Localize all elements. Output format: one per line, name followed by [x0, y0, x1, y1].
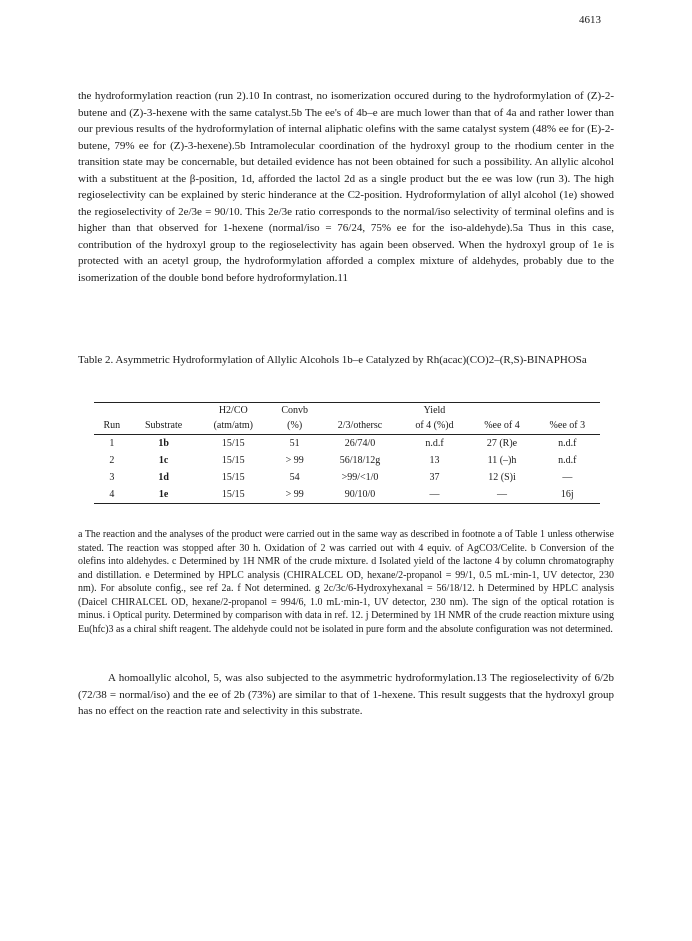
table-row: [94, 486, 600, 504]
th-substrate: Substrate: [130, 418, 198, 435]
cell: 11 (–)h: [487, 455, 517, 466]
cell: n.d.f: [558, 455, 577, 466]
cell: 1b: [158, 438, 169, 449]
body-paragraph-2: A homoallylic alcohol, 5, was also subjected to the asymmetric hydroformylation.13 The regioselectivity of 6/2b (72/38 = normal/iso) and the ee of 2b (73%) are similar to that of 1-hexene. This result suggests that the hydroxyl group has no effect on the reaction rate and selectivity in this substrate.: [78, 672, 614, 717]
cell: —: [496, 489, 507, 500]
cell: 15/15: [221, 472, 245, 483]
th-top-7: [535, 403, 600, 419]
table-row: [94, 435, 600, 453]
cell: 1: [109, 438, 115, 449]
cell: 15/15: [221, 438, 245, 449]
cell: 56/18/12g: [339, 455, 381, 466]
table-row: [94, 452, 600, 469]
page-number: 4613: [579, 14, 601, 26]
cell: 2: [109, 455, 115, 466]
th-top-2: H2/CO: [218, 405, 248, 416]
th-top-5: Yield: [423, 405, 446, 416]
cell: 27 (R)e: [486, 438, 518, 449]
cell: 51: [289, 438, 300, 449]
table-header-row-top: [94, 403, 600, 419]
th-top-0: [94, 403, 130, 419]
cell: n.d.f: [425, 438, 444, 449]
cell: 90/10/0: [344, 489, 376, 500]
cell: 15/15: [221, 489, 245, 500]
table-caption: Table 2. Asymmetric Hydroformylation of Allylic Alcohols 1b–e Catalyzed by Rh(acac)(CO)2–(R,S)-BINAPHOSa: [78, 354, 587, 366]
th-yield: of 4 (%)d: [400, 418, 470, 435]
cell: —: [429, 489, 440, 500]
cell: 26/74/0: [344, 438, 376, 449]
cell: 4: [109, 489, 115, 500]
cell: 3: [109, 472, 115, 483]
body-paragraph-1: the hydroformylation reaction (run 2).10 In contrast, no isomerization occured during to the hydroformylation of (Z)-2-butene and (Z)-3-hexene with the same catalyst.5b The ee's of 4b–e are much lower than that of 4a and rather lower than our previous results of the hydroformylation of internal aliphatic olefins with the same catalyst system (48% ee for (E)-2-butene, 79% ee for (Z)-3-hexene).5b Intramolecular coordination of the hydroxyl group to the rhodium center in the transition state may be concernable, but detailed evidence has not been obtained for such a possibility. An allylic alcohol with a substituent at the β-position, 1d, afforded the lactol 2d as a single product but the ee was low (run 3). The high regioselectivity can be explained by steric hinderance at the C2-position. Hydroformylation of allyl alcohol (1e) showed the regioselectivity of 2e/3e = 90/10. This 2e/3e ratio corresponds to the normal/iso selectivity of terminal olefins and is higher than that observed for 1-hexene (normal/iso = 76/24, 75% ee for the iso-aldehyde).5a Thus in this case, contribution of the hydroxyl group to the regioselectivity has again been observed. When the hydroxyl group of 1e is protected with an acetyl group, the hydroformylation afforded a complex mixture of aldehydes, probably due to the isomerization of the double bond before hydroformylation.11: [78, 90, 614, 284]
table-header-row-bottom: [94, 418, 600, 435]
cell: 15/15: [221, 455, 245, 466]
cell: 1d: [158, 472, 169, 483]
th-ee3: %ee of 3: [535, 418, 600, 435]
th-top-3: Convb: [281, 405, 309, 416]
cell: 13: [429, 455, 440, 466]
cell: 1e: [158, 489, 169, 500]
table-2: [94, 402, 600, 504]
th-top-6: [469, 403, 534, 419]
th-top-4: [320, 403, 399, 419]
table-footnotes: a The reaction and the analyses of the product were carried out in the same way as described in footnote a of Table 1 unless otherwise stated. The reaction was stopped after 30 h. Oxidation of 2 was carried out with 4 equiv. of AgCO3/Celite. b Conversion of the olefins into aldehydes. c Determined by 1H NMR of the crude mixture. d Isolated yield of the lactone 4 by column chromatography and distillation. e Determined by HPLC analysis (CHIRALCEL OD, hexane/2-propanol = 99/1, 0.5 mL·min-1, UV detector, 230 nm). For absolute config., see ref 2a. f Not determined. g 2c/3c/6-Hydroxyhexanal = 56/18/12. h Determined by HPLC analysis (Daicel CHIRALCEL OD, hexane/2-propanol = 994/6, 1.0 mL·min-1, UV detector, 230 nm). The sign of the optical rotation is minus. i Optical purity. Determined by comparison with data in ref. 12. j Determined by 1H NMR of the crude reaction mixture using Eu(hfc)3 as a chiral shift reagent. The aldehyde could not be isolated in pure form and the absolute configuration was not determined.: [78, 529, 614, 635]
cell: > 99: [285, 489, 304, 500]
th-conv: (%): [269, 418, 320, 435]
cell: >99/<1/0: [341, 472, 379, 483]
th-top-1: [130, 403, 198, 419]
th-run: Run: [94, 418, 130, 435]
cell: 54: [289, 472, 300, 483]
cell: 16j: [560, 489, 574, 500]
cell: —: [562, 472, 573, 483]
results-table: [94, 402, 600, 504]
table-row: [94, 469, 600, 486]
cell: 37: [429, 472, 440, 483]
cell: 1c: [158, 455, 169, 466]
cell: n.d.f: [558, 438, 577, 449]
th-pressure: (atm/atm): [198, 418, 269, 435]
cell: > 99: [285, 455, 304, 466]
th-ratio: 2/3/othersc: [320, 418, 399, 435]
cell: 12 (S)i: [488, 472, 516, 483]
th-ee4: %ee of 4: [469, 418, 534, 435]
